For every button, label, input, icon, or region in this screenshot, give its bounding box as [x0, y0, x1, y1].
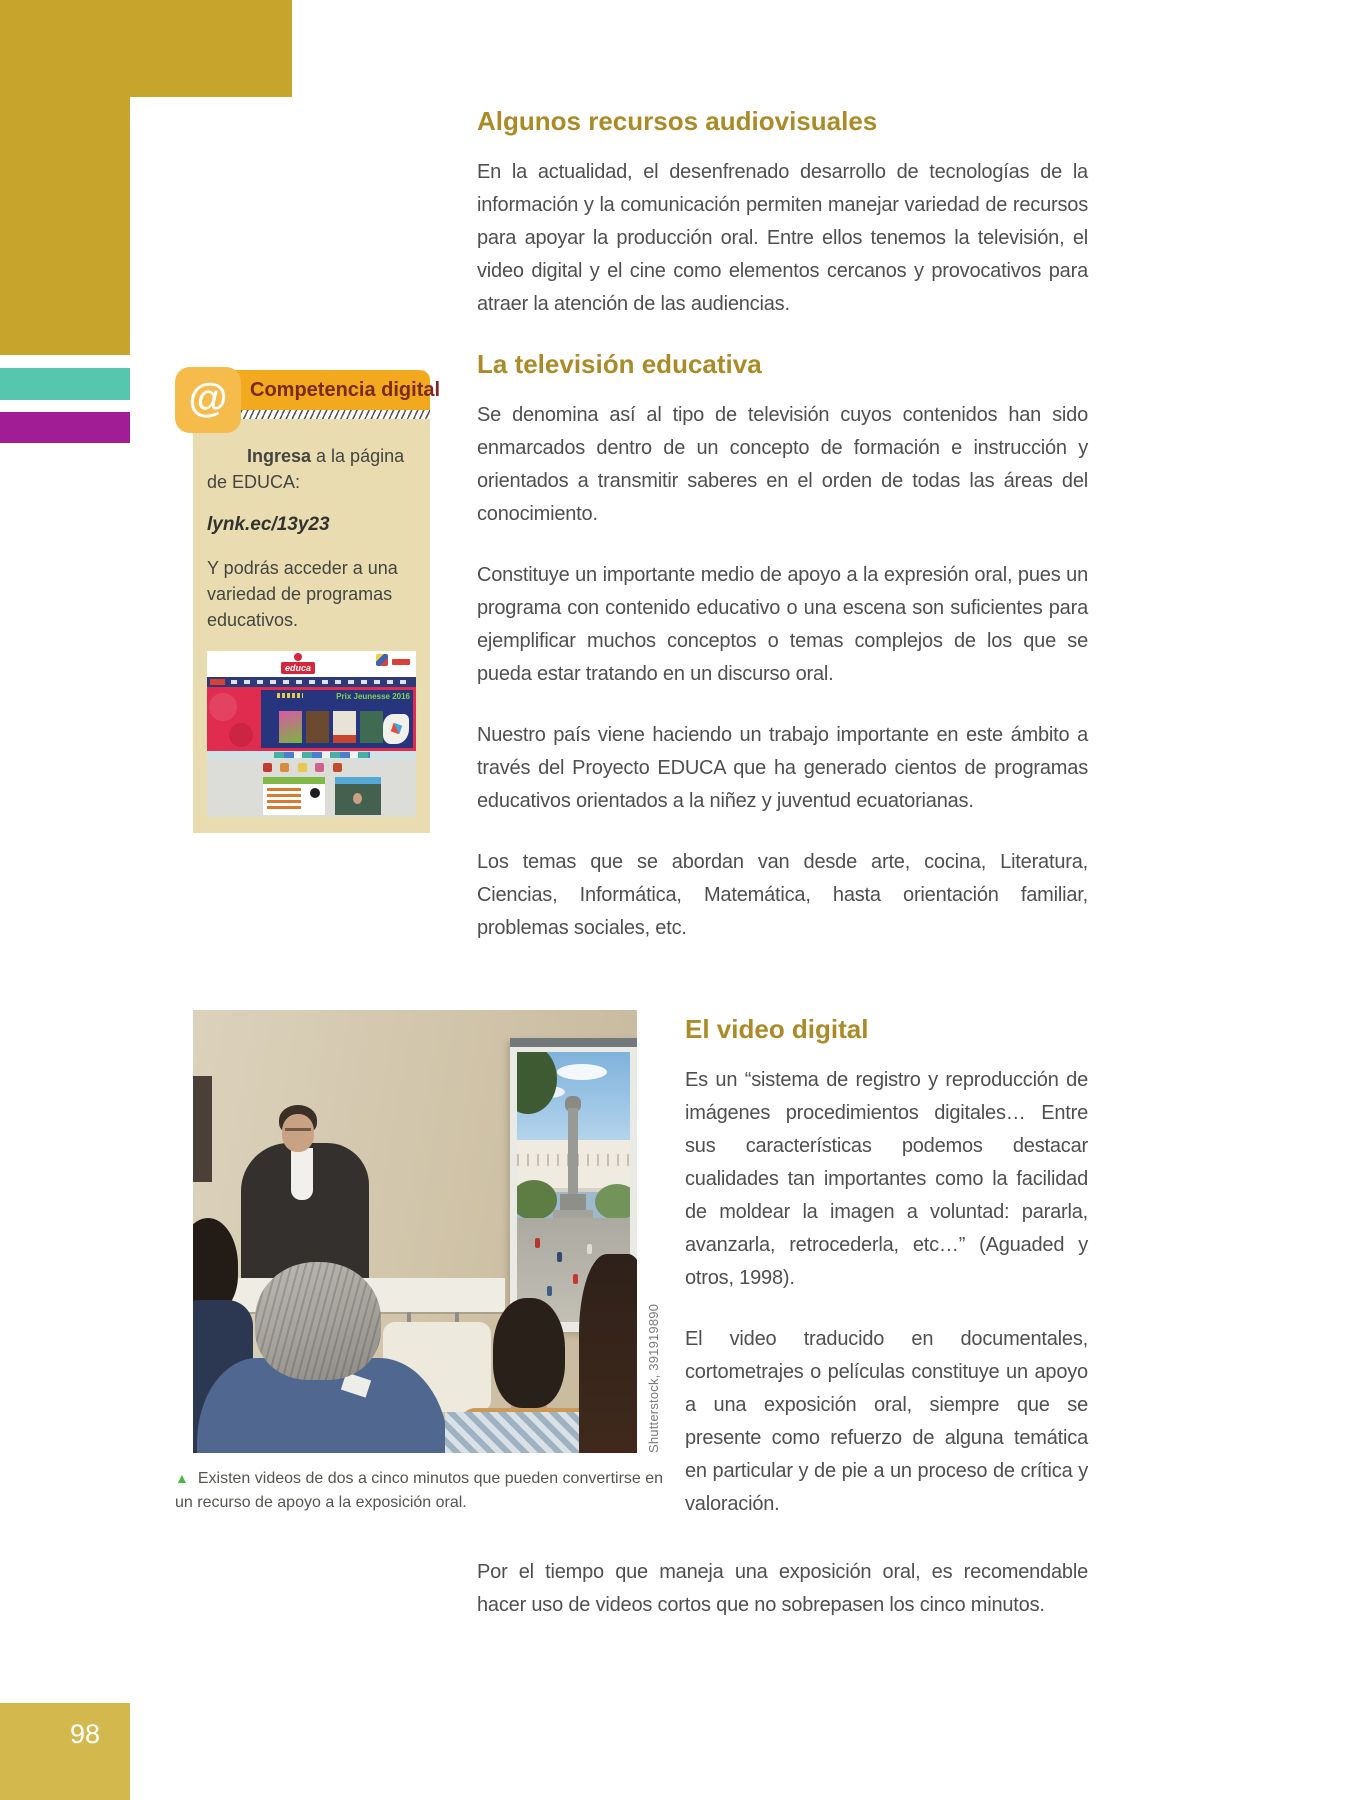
pedestrian — [547, 1286, 552, 1296]
cloud — [557, 1064, 607, 1080]
competencia-digital-header — [188, 370, 441, 420]
video-person — [353, 793, 362, 804]
paragraph: Nuestro país viene haciendo un trabajo importante en este ámbito a través del Proyecto EDUCA que ha generado cientos de programas educativos orientados a la niñez y juventud ecuatorianas. — [477, 724, 1088, 812]
presenter-shirt — [291, 1148, 313, 1200]
educa-banner — [207, 687, 416, 751]
patterned-shirt — [445, 1412, 595, 1453]
section-heading-video: El video digital — [685, 1014, 869, 1044]
competencia-digital-body — [193, 419, 430, 833]
audience-member-hair — [193, 1218, 238, 1313]
deco-teal-bar — [0, 368, 130, 400]
category-icon — [263, 763, 272, 772]
competencia-digital-box — [188, 370, 441, 833]
educa-search-button — [392, 659, 410, 665]
educa-logo-dot — [294, 653, 302, 661]
ecuador-map-graphic — [383, 714, 409, 744]
educa-video-card — [335, 777, 381, 815]
educa-logo-text: educa — [281, 662, 315, 674]
educa-category-icons — [263, 763, 346, 772]
sidebar-intro-bold: Ingresa — [247, 446, 312, 466]
woman-hair — [579, 1254, 637, 1453]
educa-nav-active-item — [210, 679, 225, 685]
program-thumbnail — [360, 711, 383, 743]
closing-paragraph-wrap — [477, 1556, 1088, 1650]
competencia-digital-title: Competencia digital — [250, 379, 441, 401]
photo-caption-text: Existen videos de dos a cinco minutos que pueden convertirse en un recurso de apoyo a la exposición oral. — [175, 1470, 664, 1511]
wall-frame — [193, 1076, 212, 1182]
main-text-column — [477, 106, 1088, 973]
tree — [595, 1184, 630, 1220]
category-icon — [298, 763, 307, 772]
classroom-photo — [193, 1010, 637, 1453]
page-number: 98 — [69, 1719, 100, 1749]
category-icon — [333, 763, 342, 772]
presenter-glasses — [285, 1128, 311, 1131]
caption-triangle-icon: ▲ — [175, 1470, 189, 1486]
sidebar-intro — [207, 443, 416, 495]
educa-logo — [281, 653, 315, 674]
photo-credit: Shutterstock, 391919890 — [646, 1303, 661, 1453]
map-logo-x — [391, 723, 403, 735]
card-header — [263, 777, 325, 784]
sidebar-intro-rest: a la página de EDUCA: — [207, 446, 405, 492]
pedestrian — [557, 1252, 562, 1262]
photo-caption — [175, 1466, 680, 1515]
at-glyph: @ — [188, 376, 228, 420]
educa-banner-panel — [261, 690, 413, 748]
deco-gold-left-bar — [0, 0, 130, 355]
card-logo — [310, 788, 320, 798]
pedestrian — [573, 1274, 578, 1284]
paragraph: Es un “sistema de registro y reproducción de imágenes procedimientos digitales… Entre sus características podemos destacar cualidades tan importantes como la facilidad de moldear la imagen a voluntad: pararla, avanzarla, retrocederla, etc…” (Aguaded y otros, 1998). — [685, 1069, 1088, 1289]
section-heading-recursos: Algunos recursos audiovisuales — [477, 106, 878, 136]
sidebar-outro: Y podrás acceder a una variedad de programas educativos. — [207, 558, 398, 630]
video-digital-column — [685, 1014, 1088, 1549]
program-thumbnail — [279, 711, 302, 743]
young-man-head — [493, 1298, 565, 1408]
gray-hair-texture — [255, 1262, 381, 1380]
educa-subnav-strip — [207, 751, 416, 759]
card-header — [335, 777, 381, 784]
presenter-face — [282, 1114, 314, 1152]
at-icon — [175, 367, 241, 433]
tree — [517, 1180, 557, 1220]
monument-steps — [553, 1210, 593, 1218]
paragraph: Se denomina así al tipo de televisión cuyos contenidos han sido enmarcados dentro de un concepto de formación e instrucción y orientados a transmitir saberes en el orden de todas las áreas del conocimiento. — [477, 404, 1088, 525]
category-icon — [315, 763, 324, 772]
educa-banner-script — [277, 693, 303, 698]
deco-magenta-bar — [0, 412, 130, 443]
educa-site-navbar — [207, 677, 416, 687]
category-icon — [280, 763, 289, 772]
card-text-lines — [267, 788, 301, 810]
paragraph: En la actualidad, el desenfrenado desarrollo de tecnologías de la información y la comunicación permiten manejar variedad de recursos para apoyar la producción oral. Entre ellos tenemos la televisión, el video digital y el cine como elementos cercanos y provocativos para atraer la atención de las audiencias. — [477, 161, 1088, 315]
pedestrian — [535, 1238, 540, 1248]
educa-festival-card — [263, 777, 325, 815]
educa-subnav-buttons — [274, 752, 370, 758]
educa-nav-items — [231, 680, 412, 684]
educa-content-area — [207, 759, 416, 817]
educa-gov-logo — [376, 654, 388, 666]
educa-website-screenshot — [207, 651, 416, 817]
paragraph: El video traducido en documentales, cortometrajes o películas constituye un apoyo a una exposición oral, siempre que se presente como refuerzo de alguna temática en particular y de pie a un proceso de crítica y valoración. — [685, 1328, 1088, 1515]
paragraph: Por el tiempo que maneja una exposición oral, es recomendable hacer uso de videos cortos que no sobrepasen los cinco minutos. — [477, 1561, 1088, 1616]
educa-link[interactable]: lynk.ec/13y23 — [207, 514, 330, 535]
pedestrian — [587, 1244, 592, 1254]
educa-banner-title: Prix Jeunesse 2016 — [336, 692, 410, 701]
program-thumbnail — [306, 711, 329, 743]
page-number-block — [0, 1703, 130, 1800]
screen-top-bar — [510, 1038, 637, 1047]
paragraph: Los temas que se abordan van desde arte, cocina, Literatura, Ciencias, Informática, Matemática, hasta orientación familiar, problemas sociales, etc. — [477, 851, 1088, 939]
monument-column — [568, 1108, 578, 1200]
paragraph: Constituye un importante medio de apoyo a la expresión oral, pues un programa con contenido educativo o una escena son suficientes para ejemplificar muchos conceptos o temas complejos de los que se pueda estar tratando en un discurso oral. — [477, 564, 1088, 685]
hatch-divider — [241, 410, 430, 419]
educa-site-topbar — [207, 651, 416, 677]
section-heading-television: La televisión educativa — [477, 349, 762, 379]
program-thumbnail — [333, 711, 356, 743]
